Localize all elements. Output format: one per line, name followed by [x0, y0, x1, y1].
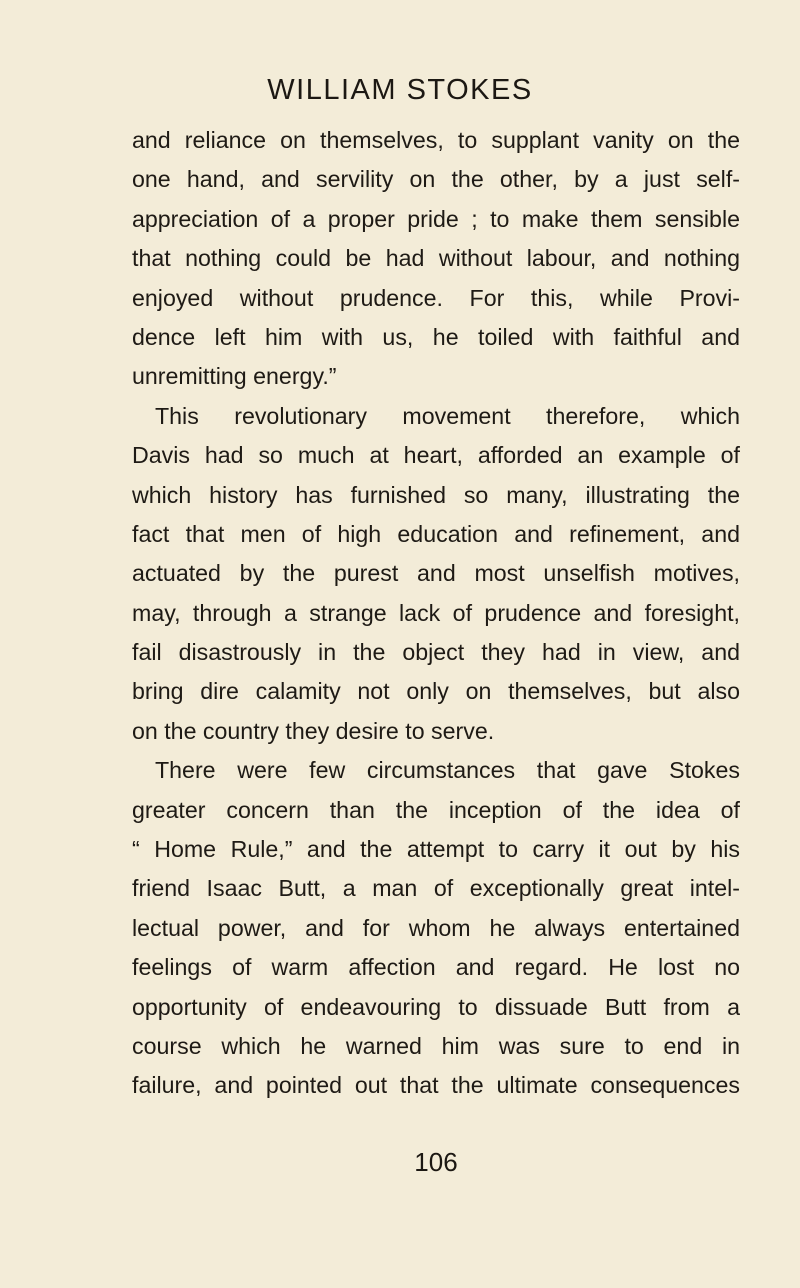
running-head: WILLIAM STOKES: [267, 74, 533, 106]
text-line: fail disastrously in the object they had in view, and: [132, 639, 740, 666]
text-line: which history has furnished so many, illustrating the: [132, 481, 740, 508]
text-line: bring dire calamity not only on themselves, but also: [132, 678, 740, 705]
text-line: fact that men of high education and refinement, and: [132, 520, 740, 547]
text-line: Davis had so much at heart, afforded an example of: [132, 442, 740, 469]
text-line: friend Isaac Butt, a man of exceptionally great intel-: [132, 875, 740, 902]
text-line: one hand, and servility on the other, by a just self-: [132, 166, 740, 193]
text-line: that nothing could be had without labour, and nothing: [132, 245, 740, 272]
text-line: lectual power, and for whom he always entertained: [132, 914, 740, 941]
text-line: and reliance on themselves, to supplant vanity on the: [132, 127, 740, 153]
text-line: unremitting energy.”: [132, 363, 337, 390]
text-line: on the country they desire to serve.: [132, 717, 495, 744]
text-line: may, through a strange lack of prudence and foresight,: [132, 599, 740, 626]
page-number: 106: [414, 1147, 458, 1177]
text-line: course which he warned him was sure to end in: [132, 1032, 740, 1059]
text-line: enjoyed without prudence. For this, while Provi-: [132, 284, 740, 311]
text-line: feelings of warm affection and regard. He lost no: [132, 954, 740, 981]
text-line: There were few circumstances that gave Stokes: [155, 757, 740, 784]
body-text: [132, 121, 740, 1106]
text-line: greater concern than the inception of the idea of: [132, 796, 740, 823]
text-line: actuated by the purest and most unselfish motives,: [132, 560, 740, 587]
text-line: opportunity of endeavouring to dissuade Butt from a: [132, 993, 740, 1020]
text-line: This revolutionary movement therefore, which: [155, 402, 740, 429]
text-line: dence left him with us, he toiled with faithful and: [132, 323, 740, 350]
text-line: failure, and pointed out that the ultimate consequences: [132, 1072, 740, 1099]
text-line: appreciation of a proper pride ; to make them sensible: [132, 205, 740, 232]
text-line: “ Home Rule,” and the attempt to carry it out by his: [132, 836, 740, 863]
